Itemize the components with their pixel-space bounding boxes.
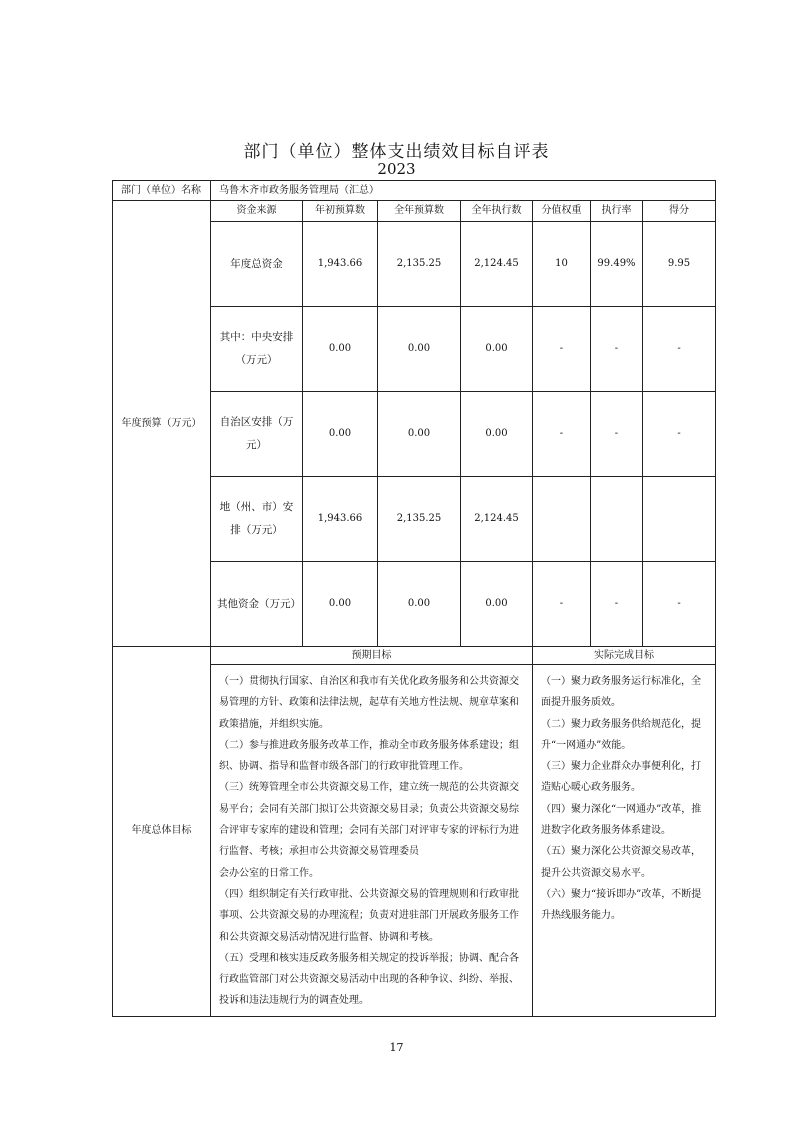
column-header: 全年预算数	[378, 201, 461, 222]
goal-item: （三）统筹管理全市公共资源交易工作，建立统一规范的公共资源交易平台；会同有关部门拟订公共资源交易目录；负责公共资源交易综合评审专家库的建设和管理；会同有关部门对评审专家的评标行为进行监督、考核；承担市公共资源交易管理委员	[219, 782, 519, 858]
actual-goals	[533, 665, 716, 1017]
goal-item: （三）聚力企业群众办事便利化，打造贴心暖心政务服务。	[541, 761, 701, 794]
executed-amount: 0.00	[461, 562, 533, 647]
actual-goals-header: 实际完成目标	[533, 647, 716, 665]
score: -	[643, 562, 716, 647]
column-header: 资金来源	[211, 201, 303, 222]
goal-item: （五）聚力深化公共资源交易改革，提升公共资源交易水平。	[541, 846, 701, 879]
goal-item: （四）组织制定有关行政审批、公共资源交易的管理规则和行政审批事项、公共资源交易的办理流程；负责对进驻部门开展政务服务工作和公共资源交易活动情况进行监督、协调和考核。	[219, 888, 519, 943]
execution-rate	[591, 477, 643, 562]
goal-item: （二）参与推进政务服务改革工作，推动全市政务服务体系建设；组织、协调、指导和监督市级各部门的行政审批管理工作。	[219, 739, 519, 773]
score: -	[643, 392, 716, 477]
goals-section-label: 年度总体目标	[113, 647, 211, 1017]
score: -	[643, 307, 716, 392]
dept-name: 乌鲁木齐市政务服务管理局（汇总）	[211, 181, 716, 201]
initial-budget: 1,943.66	[303, 222, 378, 307]
expected-goals-header: 预期目标	[211, 647, 533, 665]
performance-table	[112, 180, 716, 1017]
annual-budget: 0.00	[378, 307, 461, 392]
execution-rate: -	[591, 392, 643, 477]
fund-source: 其他资金（万元）	[211, 562, 303, 647]
expected-goals	[211, 665, 533, 1017]
initial-budget: 0.00	[303, 562, 378, 647]
goal-item: （一）聚力政务服务运行标准化，全面提升服务质效。	[541, 676, 701, 709]
fund-source: 年度总资金	[211, 222, 303, 307]
fund-source: 自治区安排（万元）	[211, 392, 303, 477]
score: 9.95	[643, 222, 716, 307]
budget-section-label: 年度预算（万元）	[113, 201, 211, 647]
executed-amount: 2,124.45	[461, 477, 533, 562]
weight: -	[533, 307, 591, 392]
initial-budget: 1,943.66	[303, 477, 378, 562]
goal-item: （六）聚力“接诉即办”改革，不断提升热线服务能力。	[541, 888, 702, 922]
weight: -	[533, 562, 591, 647]
column-header: 分值权重	[533, 201, 591, 222]
column-header: 得分	[643, 201, 716, 222]
annual-budget: 0.00	[378, 392, 461, 477]
annual-budget: 0.00	[378, 562, 461, 647]
executed-amount: 2,124.45	[461, 222, 533, 307]
annual-budget: 2,135.25	[378, 477, 461, 562]
initial-budget: 0.00	[303, 392, 378, 477]
execution-rate: -	[591, 562, 643, 647]
goal-item: （二）聚力政务服务供给规范化，提升“一网通办”效能。	[541, 718, 701, 751]
page-title: 部门（单位）整体支出绩效目标自评表	[243, 142, 550, 162]
weight	[533, 477, 591, 562]
goal-item: （一）贯彻执行国家、自治区和我市有关优化政务服务和公共资源交易管理的方针、政策和法律法规，起草有关地方性法规、规章草案和政策措施，并组织实施。	[219, 676, 519, 730]
executed-amount: 0.00	[461, 392, 533, 477]
fund-source: 地（州、市）安排（万元）	[211, 477, 303, 562]
column-header: 执行率	[591, 201, 643, 222]
column-header: 全年执行数	[461, 201, 533, 222]
dept-label: 部门（单位）名称	[113, 181, 211, 201]
score	[643, 477, 716, 562]
execution-rate: -	[591, 307, 643, 392]
column-header: 年初预算数	[303, 201, 378, 222]
weight: 10	[533, 222, 591, 307]
page-number: 17	[389, 1041, 404, 1054]
fund-source: 其中：中央安排（万元）	[211, 307, 303, 392]
executed-amount: 0.00	[461, 307, 533, 392]
weight: -	[533, 392, 591, 477]
goal-item: （四）聚力深化“一网通办”改革，推进数字化政务服务体系建设。	[541, 803, 702, 837]
initial-budget: 0.00	[303, 307, 378, 392]
annual-budget: 2,135.25	[378, 222, 461, 307]
goal-item: （五）受理和核实违反政务服务相关规定的投诉举报；协调、配合各行政监管部门对公共资源交易活动中出现的各种争议、纠纷、举报、投诉和违法违规行为的调查处理。	[219, 952, 519, 1007]
goal-item: 会办公室的日常工作。	[219, 867, 319, 879]
execution-rate: 99.49%	[591, 222, 643, 307]
report-year: 2023	[377, 160, 416, 178]
